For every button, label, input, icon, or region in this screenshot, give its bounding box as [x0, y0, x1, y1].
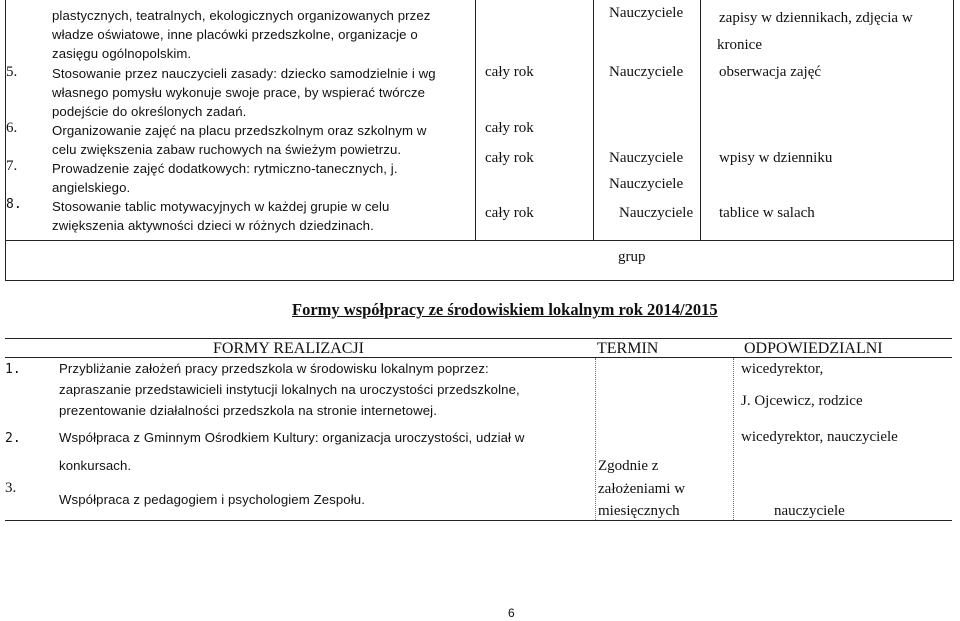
desc-line: Stosowanie tablic motywacyjnych w każdej grupie w celu: [52, 199, 390, 214]
responsible-cell: Nauczyciele: [609, 176, 684, 192]
form-line: prezentowanie działalności przedszkola na stronie internetowej.: [59, 403, 437, 418]
responsible-cell: nauczyciele: [774, 503, 845, 519]
row-number: 1.: [5, 362, 21, 377]
responsible-cell: wicedyrektor, nauczyciele: [741, 429, 898, 445]
responsible-cell: Nauczyciele: [619, 205, 694, 221]
eval-line: kronice: [717, 37, 762, 53]
term-cell: Zgodnie z: [598, 458, 659, 474]
row-number: 6.: [6, 120, 18, 136]
row-desc: [52, 159, 398, 197]
evaluation-cell: tablice w salach: [719, 205, 815, 221]
desc-line: plastycznych, teatralnych, ekologicznych organizowanych przez: [52, 8, 431, 23]
responsible-cell: J. Ojcewicz, rodzice: [741, 393, 863, 409]
desc-line: zasięgu ogólnopolskim.: [52, 46, 192, 61]
table-footer-text: grup: [618, 249, 646, 265]
desc-line: podejście do określonych zadań.: [52, 104, 247, 119]
page-number: 6: [508, 606, 515, 620]
header-responsible: ODPOWIEDZIALNI: [744, 340, 883, 357]
table-border-bottom: [5, 520, 952, 521]
desc-line: Organizowanie zajęć na placu przedszkolnym oraz szkolnym w: [52, 123, 427, 138]
row-number: 2.: [5, 431, 21, 446]
row-number: 3.: [5, 480, 17, 496]
table-border-mid: [5, 240, 954, 241]
table-border-resp: [700, 0, 701, 240]
responsible-cell: Nauczyciele: [609, 64, 684, 80]
row-number: 7.: [6, 158, 18, 174]
term-cell: miesięcznych: [598, 503, 680, 519]
table-border-bottom: [5, 280, 954, 281]
row-desc: [52, 64, 436, 121]
table-border-right: [953, 0, 954, 280]
form-line: zapraszanie przedstawicieli instytucji lokalnych na uroczystości przedszkolne,: [59, 382, 520, 397]
row-desc: [52, 197, 389, 235]
form-line: Współpraca z Gminnym Ośrodkiem Kultury: organizacja uroczystości, udział w: [59, 430, 525, 445]
term-cell: cały rok: [485, 120, 534, 136]
term-cell: cały rok: [485, 150, 534, 166]
eval-line: zapisy w dziennikach, zdjęcia w: [719, 10, 913, 26]
evaluation-cell: [719, 5, 913, 59]
row-number: 5.: [6, 64, 18, 80]
header-forms: FORMY REALIZACJI: [213, 340, 364, 357]
responsible-cell: wicedyrektor,: [741, 361, 824, 377]
row-desc: [52, 121, 426, 159]
form-line: Przybliżanie założeń pracy przedszkola w środowisku lokalnym poprzez:: [59, 361, 489, 376]
term-cell: założeniami w: [598, 481, 686, 497]
row-desc: [52, 6, 430, 63]
row-number: 8.: [6, 197, 22, 212]
table-border-left: [5, 0, 6, 280]
desc-line: angielskiego.: [52, 180, 131, 195]
evaluation-cell: obserwacja zajęć: [719, 64, 822, 80]
term-cell: cały rok: [485, 64, 534, 80]
table-border-desc: [475, 0, 476, 240]
desc-line: władze oświatowe, inne placówki przedszkolne, organizacje o: [52, 27, 418, 42]
column-divider: [595, 358, 596, 520]
responsible-cell: Nauczyciele: [609, 150, 684, 166]
desc-line: własnego pomysłu wykonuje swoje prace, by wspierać twórcze: [52, 85, 426, 100]
header-term: TERMIN: [597, 340, 659, 357]
section-title: Formy współpracy ze środowiskiem lokalnym rok 2014/2015: [292, 300, 718, 319]
evaluation-cell: wpisy w dzienniku: [719, 150, 833, 166]
table-border-top: [5, 338, 952, 339]
desc-line: Prowadzenie zajęć dodatkowych: rytmiczno-tanecznych, j.: [52, 161, 398, 176]
term-cell: cały rok: [485, 205, 534, 221]
form-line: konkursach.: [59, 458, 132, 473]
desc-line: celu zwiększenia zabaw ruchowych na świeżym powietrzu.: [52, 142, 402, 157]
table-border-term: [593, 0, 594, 240]
desc-line: Stosowanie przez nauczycieli zasady: dziecko samodzielnie i wg: [52, 66, 436, 81]
responsible-cell: Nauczyciele: [609, 5, 684, 21]
column-divider: [733, 358, 734, 520]
desc-line: zwiększenia aktywności dzieci w różnych dziedzinach.: [52, 218, 374, 233]
form-line: Współpraca z pedagogiem i psychologiem Zespołu.: [59, 492, 365, 507]
